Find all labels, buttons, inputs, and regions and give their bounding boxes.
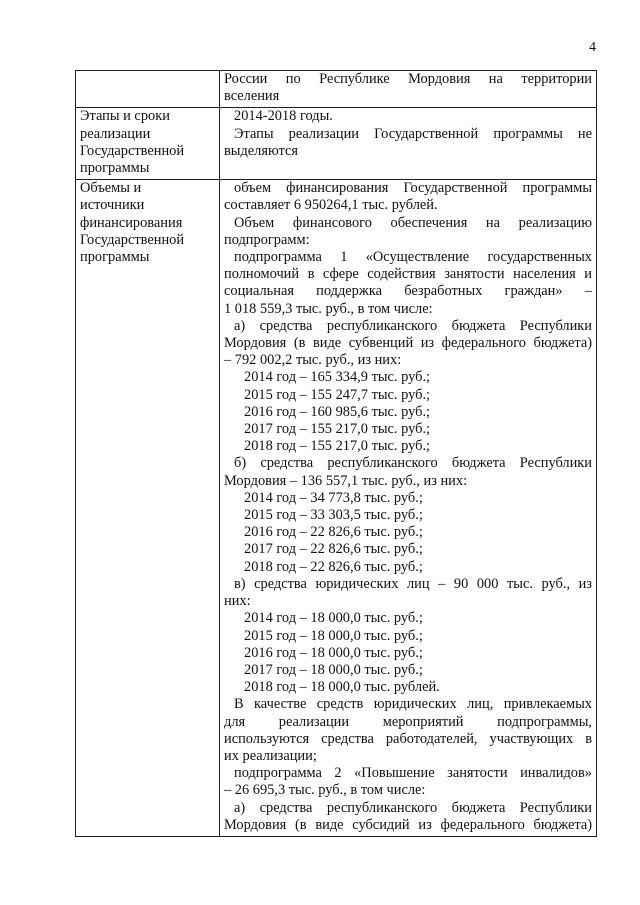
content-line: 2017 год – 155 217,0 тыс. руб.;	[244, 421, 431, 438]
passport-table-body	[76, 71, 597, 837]
content-line: Мордовия (в виде субсидий из федерального бюджета)	[224, 816, 592, 833]
content-line: 2014 год – 165 334,9 тыс. руб.;	[244, 369, 431, 386]
content-line: 2018 год – 155 217,0 тыс. руб.;	[244, 438, 431, 455]
content-line: в) средства юридических лиц – 90 000 тыс. руб., из	[234, 575, 592, 592]
content-line: б) средства республиканского бюджета Республики	[234, 455, 592, 472]
table-row	[76, 180, 597, 837]
content-line: 2017 год – 22 826,6 тыс. руб.;	[244, 541, 423, 558]
content-line: 2016 год – 18 000,0 тыс. руб.;	[244, 644, 423, 661]
row-heading-line: финансирования	[80, 214, 183, 231]
row-content-cell	[220, 180, 597, 837]
content-line: их реализации;	[224, 747, 317, 764]
content-line: подпрограмма 1 «Осуществление государственных	[234, 249, 592, 266]
row-heading-line: Объемы и	[80, 180, 142, 197]
content-line: вселения	[224, 88, 280, 105]
passport-table	[75, 70, 597, 837]
content-line: а) средства республиканского бюджета Республики	[234, 799, 592, 816]
content-line: социальная поддержка безработных граждан» –	[224, 283, 592, 300]
content-line: 2018 год – 18 000,0 тыс. рублей.	[244, 679, 440, 696]
table-row	[76, 71, 597, 108]
content-line: 2015 год – 33 303,5 тыс. руб.;	[244, 507, 423, 524]
content-line: 2015 год – 155 247,7 тыс. руб.;	[244, 386, 431, 403]
content-line: них:	[224, 593, 251, 610]
row-heading-line: Этапы и сроки	[80, 108, 170, 125]
content-line: 1 018 559,3 тыс. руб., в том числе:	[224, 300, 433, 317]
content-line: 2014 год – 18 000,0 тыс. руб.;	[244, 610, 423, 627]
row-content-cell	[220, 71, 597, 108]
content-line: а) средства республиканского бюджета Республики	[234, 317, 592, 334]
row-heading-line: Государственной	[80, 142, 185, 159]
content-line: Мордовия – 136 557,1 тыс. руб., из них:	[224, 472, 468, 489]
row-heading-line: источники	[80, 197, 145, 214]
content-line: 2018 год – 22 826,6 тыс. руб.;	[244, 558, 423, 575]
content-line: для реализации мероприятий подпрограммы,	[224, 713, 592, 730]
row-heading-line: Государственной	[80, 231, 185, 248]
content-line: 2014 год – 34 773,8 тыс. руб.;	[244, 489, 423, 506]
row-heading-line: программы	[80, 249, 150, 266]
content-line: 2016 год – 22 826,6 тыс. руб.;	[244, 524, 423, 541]
content-line: подпрограмм:	[224, 231, 310, 248]
content-line: Этапы реализации Государственной программы не	[234, 125, 592, 142]
row-heading-cell	[76, 108, 220, 180]
table-row	[76, 108, 597, 180]
content-line: В качестве средств юридических лиц, привлекаемых	[234, 696, 592, 713]
row-heading-line: программы	[80, 160, 150, 177]
content-line: составляет 6 950264,1 тыс. рублей.	[224, 197, 438, 214]
content-line: 2014-2018 годы.	[234, 108, 333, 125]
content-line: 2017 год – 18 000,0 тыс. руб.;	[244, 661, 423, 678]
content-line: используются средства работодателей, участвующих в	[224, 730, 592, 747]
content-line: Объем финансового обеспечения на реализацию	[234, 214, 592, 231]
content-line: Мордовия (в виде субвенций из федерального бюджета)	[224, 335, 592, 352]
content-line: выделяются	[224, 142, 299, 159]
content-line: – 26 695,3 тыс. руб., в том числе:	[224, 782, 426, 799]
row-heading-cell	[76, 71, 220, 108]
content-line: – 792 002,2 тыс. руб., из них:	[224, 352, 402, 369]
page-number: 4	[589, 40, 596, 55]
content-line: 2016 год – 160 985,6 тыс. руб.;	[244, 403, 431, 420]
content-line: России по Республике Мордовия на территории	[224, 71, 592, 87]
content-line: объем финансирования Государственной программы	[234, 180, 592, 197]
row-heading-cell	[76, 180, 220, 837]
content-line: полномочий в сфере содействия занятости населения и	[224, 266, 592, 283]
row-heading-line: реализации	[80, 125, 151, 142]
content-line: 2015 год – 18 000,0 тыс. руб.;	[244, 627, 423, 644]
row-content-cell	[220, 108, 597, 180]
content-line: подпрограмма 2 «Повышение занятости инвалидов»	[234, 765, 592, 782]
